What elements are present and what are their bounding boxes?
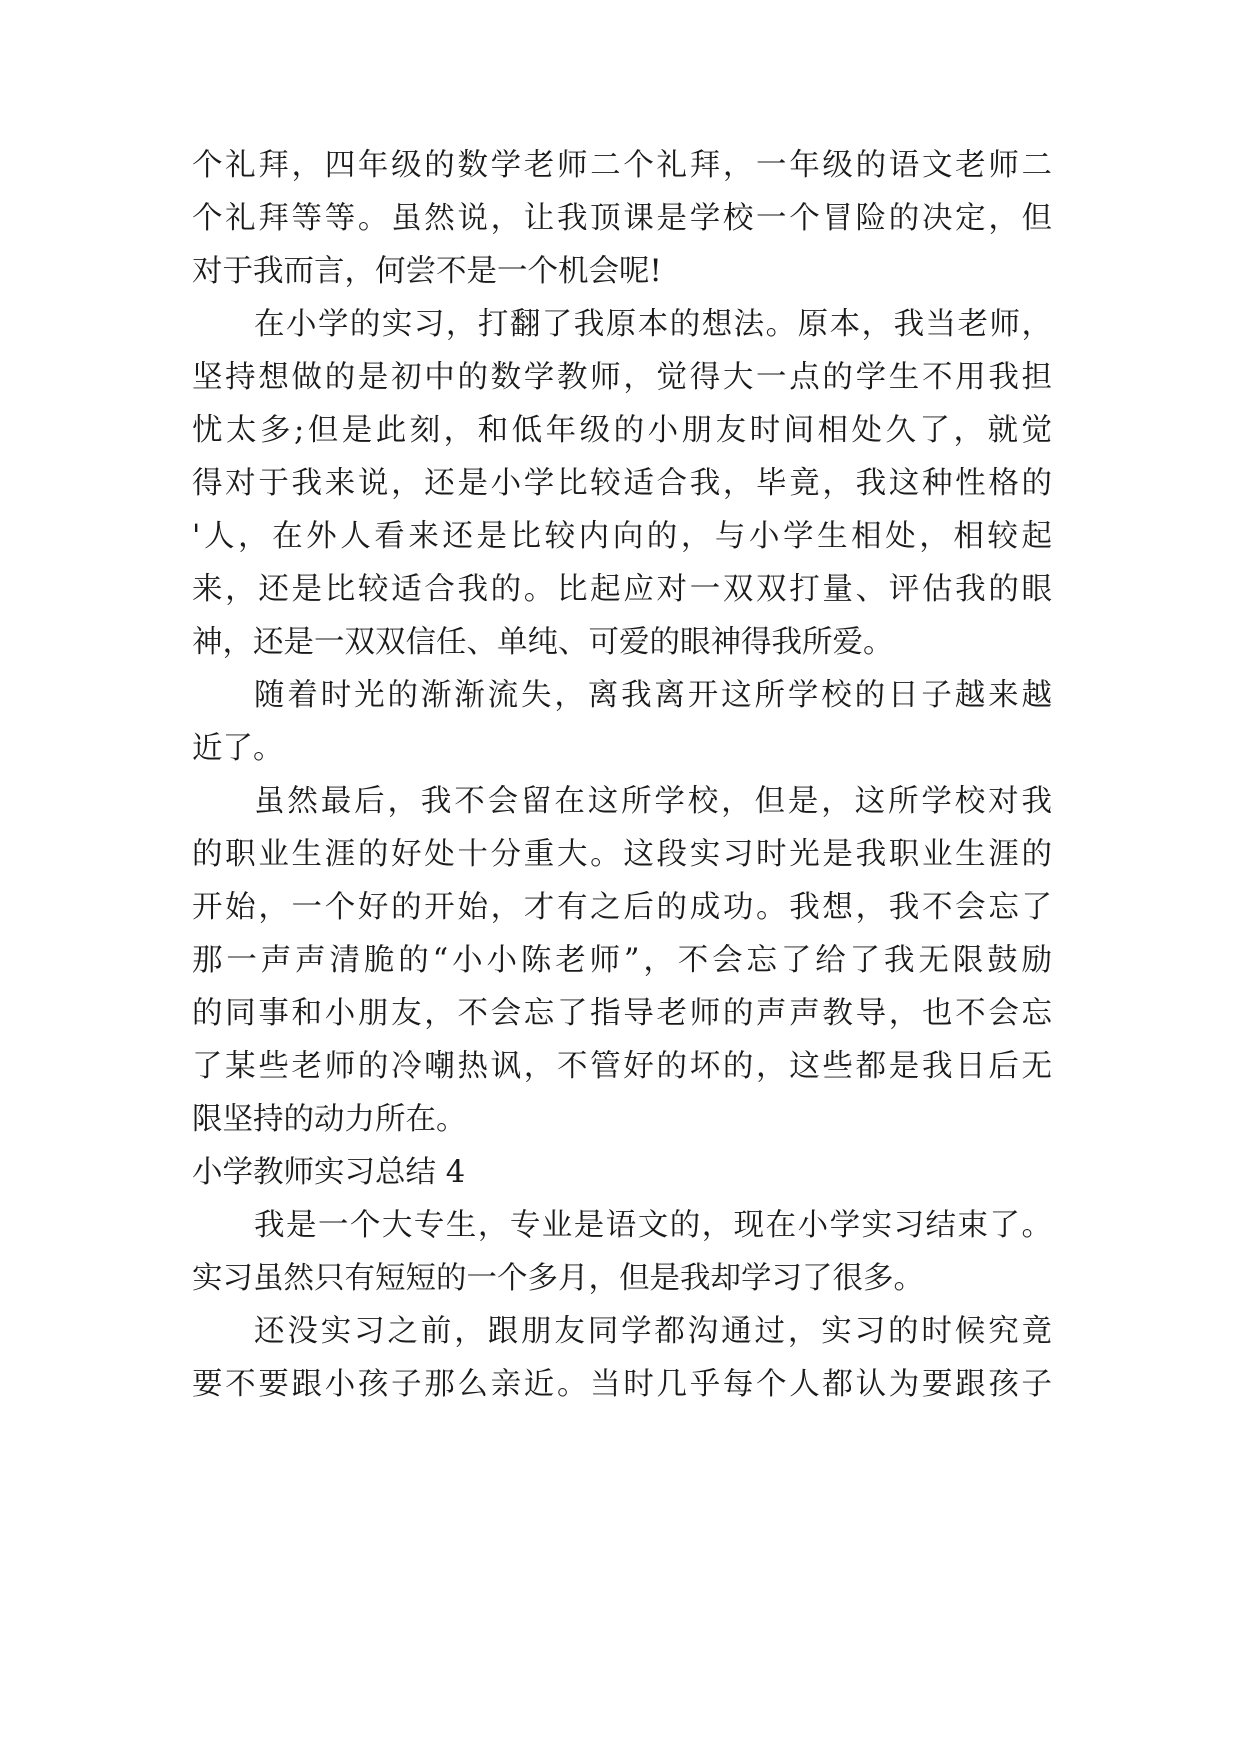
paragraph-line: 的同事和小朋友，不会忘了指导老师的声声教导，也不会忘	[192, 996, 1052, 1031]
paragraph-line: 那一声声清脆的“小小陈老师”，不会忘了给了我无限鼓励	[192, 943, 1052, 978]
paragraph-line: 个礼拜等等。虽然说，让我顶课是学校一个冒险的决定，但	[192, 201, 1052, 236]
paragraph-line: 随着时光的渐渐流失，离我离开这所学校的日子越来越	[254, 678, 1052, 713]
paragraph-line: 忧太多;但是此刻，和低年级的小朋友时间相处久了，就觉	[192, 413, 1052, 448]
paragraph-line: 开始，一个好的开始，才有之后的成功。我想，我不会忘了	[192, 890, 1052, 925]
paragraph-line: 的职业生涯的好处十分重大。这段实习时光是我职业生涯的	[192, 837, 1052, 872]
paragraph-line: 还没实习之前，跟朋友同学都沟通过，实习的时候究竟	[254, 1314, 1052, 1349]
paragraph-line: 要不要跟小孩子那么亲近。当时几乎每个人都认为要跟孩子	[192, 1367, 1052, 1402]
paragraph-line: 近了。	[192, 731, 284, 766]
paragraph-line: 了某些老师的冷嘲热讽，不管好的坏的，这些都是我日后无	[192, 1049, 1052, 1084]
paragraph-line: 对于我而言，何尝不是一个机会呢!	[192, 254, 662, 289]
paragraph-line: 在小学的实习，打翻了我原本的想法。原本，我当老师，	[254, 307, 1052, 342]
paragraph-line: 我是一个大专生，专业是语文的，现在小学实习结束了。	[254, 1208, 1052, 1243]
paragraph-line: 个礼拜，四年级的数学老师二个礼拜，一年级的语文老师二	[192, 148, 1052, 183]
paragraph-line: 坚持想做的是初中的数学教师，觉得大一点的学生不用我担	[192, 360, 1052, 395]
paragraph-line: 限坚持的动力所在。	[192, 1102, 467, 1137]
paragraph-line: 来，还是比较适合我的。比起应对一双双打量、评估我的眼	[192, 572, 1052, 607]
paragraph-line: '人，在外人看来还是比较内向的，与小学生相处，相较起	[192, 519, 1052, 554]
section-heading: 小学教师实习总结 4	[192, 1155, 466, 1190]
paragraph-line: 虽然最后，我不会留在这所学校，但是，这所学校对我	[254, 784, 1052, 819]
paragraph-line: 实习虽然只有短短的一个多月，但是我却学习了很多。	[192, 1261, 924, 1296]
paragraph-line: 得对于我来说，还是小学比较适合我，毕竟，我这种性格的	[192, 466, 1052, 501]
paragraph-line: 神，还是一双双信任、单纯、可爱的眼神得我所爱。	[192, 625, 894, 660]
